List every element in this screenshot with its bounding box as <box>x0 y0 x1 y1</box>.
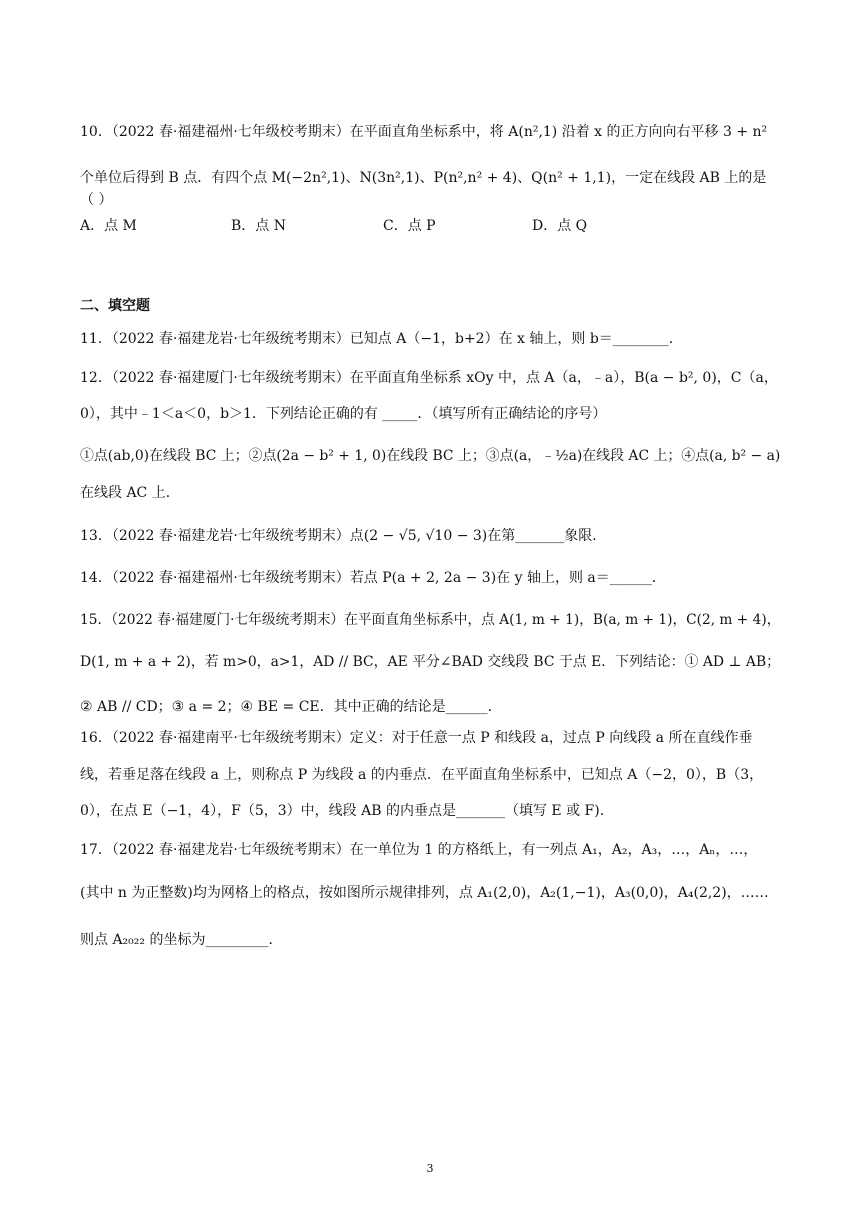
q10-option-b: B．点 N <box>231 218 286 234</box>
q10-option-d: D．点 Q <box>532 218 588 234</box>
q16-line1: 16．（2022 春·福建南平·七年级统考期末）定义：对于任意一点 P 和线段 a，过点 P 向线段 a 所在直线作垂 <box>80 730 753 746</box>
q10-option-c: C．点 P <box>383 218 436 234</box>
q15-line3: ② AB // CD；③ a = 2；④ BE = CE．其中正确的结论是______． <box>80 699 502 715</box>
q10-option-a: A．点 M <box>80 218 137 234</box>
q16-line3: 0），在点 E（−1，4），F（5，3）中，线段 AB 的内垂点是_______（填写 E 或 F)． <box>80 803 614 819</box>
q15-line1: 15．（2022 春·福建厦门·七年级统考期末）在平面直角坐标系中，点 A(1, m + 1)，B(a, m + 1)，C(2, m + 4)， <box>80 612 781 628</box>
q17-line3: 则点 A₂₀₂₂ 的坐标为_________． <box>80 932 283 948</box>
section-heading-fill-in: 二、填空题 <box>80 298 150 314</box>
q13-text: 13．（2022 春·福建龙岩·七年级统考期末）点(2 − √5, √10 − 3)在第_______象限． <box>80 528 607 544</box>
q17-line1: 17．（2022 春·福建龙岩·七年级统考期末）在一单位为 1 的方格纸上，有一列点 A₁，A₂，A₃，…，Aₙ，…， <box>80 842 758 858</box>
q10-line3: （ ） <box>80 192 113 208</box>
q10-line2: 个单位后得到 B 点．有四个点 M(−2n²,1)、N(3n²,1)、P(n²,n² + 4)、Q(n² + 1,1)，一定在线段 AB 上的是 <box>80 170 767 186</box>
q10-line1: 10．（2022 春·福建福州·七年级校考期末）在平面直角坐标系中，将 A(n²,1) 沿着 x 的正方向向右平移 3 + n² <box>80 124 768 140</box>
page-number: 3 <box>426 1162 434 1175</box>
q11-text: 11．（2022 春·福建龙岩·七年级统考期末）已知点 A（−1，b+2）在 x 轴上，则 b＝________． <box>80 331 683 347</box>
q12-line2: 0），其中﹣1＜a＜0，b＞1．下列结论正确的有 _____．（填写所有正确结论的序号） <box>80 406 607 422</box>
q14-text: 14．（2022 春·福建福州·七年级统考期末）若点 P(a + 2, 2a − 3)在 y 轴上，则 a＝______． <box>80 570 666 586</box>
q17-line2: (其中 n 为正整数)均为网格上的格点，按如图所示规律排列，点 A₁(2,0)，A₂(1,−1)，A₃(0,0)，A₄(2,2)，…… <box>80 885 769 901</box>
q16-line2: 线，若垂足落在线段 a 上，则称点 P 为线段 a 的内垂点．在平面直角坐标系中，已知点 A（−2，0），B（3， <box>80 767 764 783</box>
q12-line3: ①点(ab,0)在线段 BC 上；②点(2a − b² + 1, 0)在线段 BC 上；③点(a，﹣½a)在线段 AC 上；④点(a, b² − a) <box>80 448 781 464</box>
q12-line1: 12．（2022 春·福建厦门·七年级统考期末）在平面直角坐标系 xOy 中，点 A（a，﹣a），B(a − b², 0)，C（a， <box>80 370 778 386</box>
q15-line2: D(1, m + a + 2)，若 m>0，a>1，AD // BC，AE 平分∠BAD 交线段 BC 于点 E．下列结论：① AD ⊥ AB； <box>80 654 781 670</box>
q12-line4: 在线段 AC 上． <box>80 485 180 501</box>
